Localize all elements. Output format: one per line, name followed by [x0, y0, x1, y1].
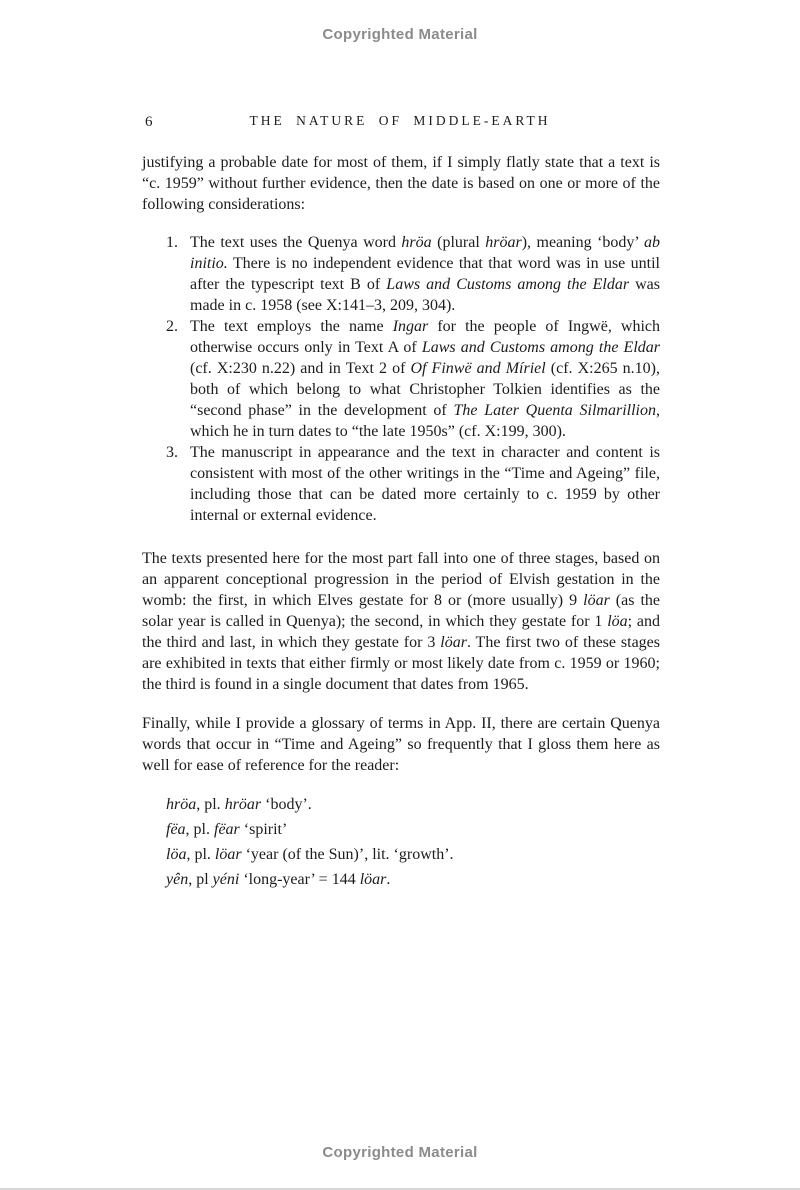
glossary-entry-loa: löa, pl. löar ‘year (of the Sun)’, lit. ‘growth’. — [166, 846, 454, 863]
glossary-entry-hroa: hröa, pl. hröar ‘body’. — [166, 796, 312, 813]
page-number: 6 — [145, 114, 153, 130]
copyright-notice-bottom: Copyrighted Material — [322, 1144, 478, 1161]
copyright-notice-top: Copyrighted Material — [322, 26, 478, 43]
glossary-block — [142, 792, 660, 892]
list-item-number: 1. — [166, 234, 178, 251]
list-item-text: The text uses the Quenya word hröa (plural hröar), meaning ‘body’ ab initio. There is no independent evidence that that word was in use until after the typescript text B of Laws and Customs among the Eldar was made in c. 1958 (see X:141–3, 209, 304). — [190, 234, 661, 314]
glossary-entry-fea: fëa, pl. fëar ‘spirit’ — [166, 821, 288, 838]
list-item — [166, 232, 660, 316]
list-item — [166, 316, 660, 442]
page-header — [0, 113, 800, 135]
list-item-text: The text employs the name Ingar for the people of Ingwë, which otherwise occurs only in Text A of Laws and Customs among the Eldar (cf. X:230 n.22) and in Text 2 of Of Finwë and Míriel (cf. X:265 n.10), both of which belong to what Christopher Tolkien identifies as the “second phase” in the development of The Later Quenta Silmarillion, which he in turn dates to “the late 1950s” (cf. X:199, 300). — [190, 318, 661, 440]
stages-paragraph: The texts presented here for the most part fall into one of three stages, based on an apparent conceptional progression in the period of Elvish gestation in the womb: the first, in which Elves gestate for 8 or (more usually) 9 löar (as the solar year is called in Quenya); the second, in which they gestate for 1 löa; and the third and last, in which they gestate for 3 löar. The first two of these stages are exhibited in texts that either firmly or most likely date from c. 1959 or 1960; the third is found in a single document that dates from 1965. — [142, 550, 661, 693]
considerations-list — [142, 232, 660, 526]
running-title: THE NATURE OF MIDDLE-EARTH — [249, 113, 551, 128]
list-item — [166, 442, 660, 526]
page-body — [142, 152, 660, 892]
finally-paragraph: Finally, while I provide a glossary of terms in App. II, there are certain Quenya words that occur in “Time and Ageing” so frequently that I gloss them here as well for ease of reference for the reader: — [142, 715, 660, 774]
list-item-number: 2. — [166, 318, 178, 335]
list-item-number: 3. — [166, 444, 178, 461]
list-item-text: The manuscript in appearance and the text in character and content is consistent with most of the other writings in the “Time and Ageing” file, including those that can be dated more certainly to c. 1959 by other internal or external evidence. — [190, 444, 660, 524]
glossary-entry-yen: yên, pl yéni ‘long-year’ = 144 löar. — [166, 871, 391, 888]
intro-paragraph: justifying a probable date for most of them, if I simply flatly state that a text is “c. 1959” without further evidence, then the date is based on one or more of the following considerations: — [142, 154, 660, 213]
